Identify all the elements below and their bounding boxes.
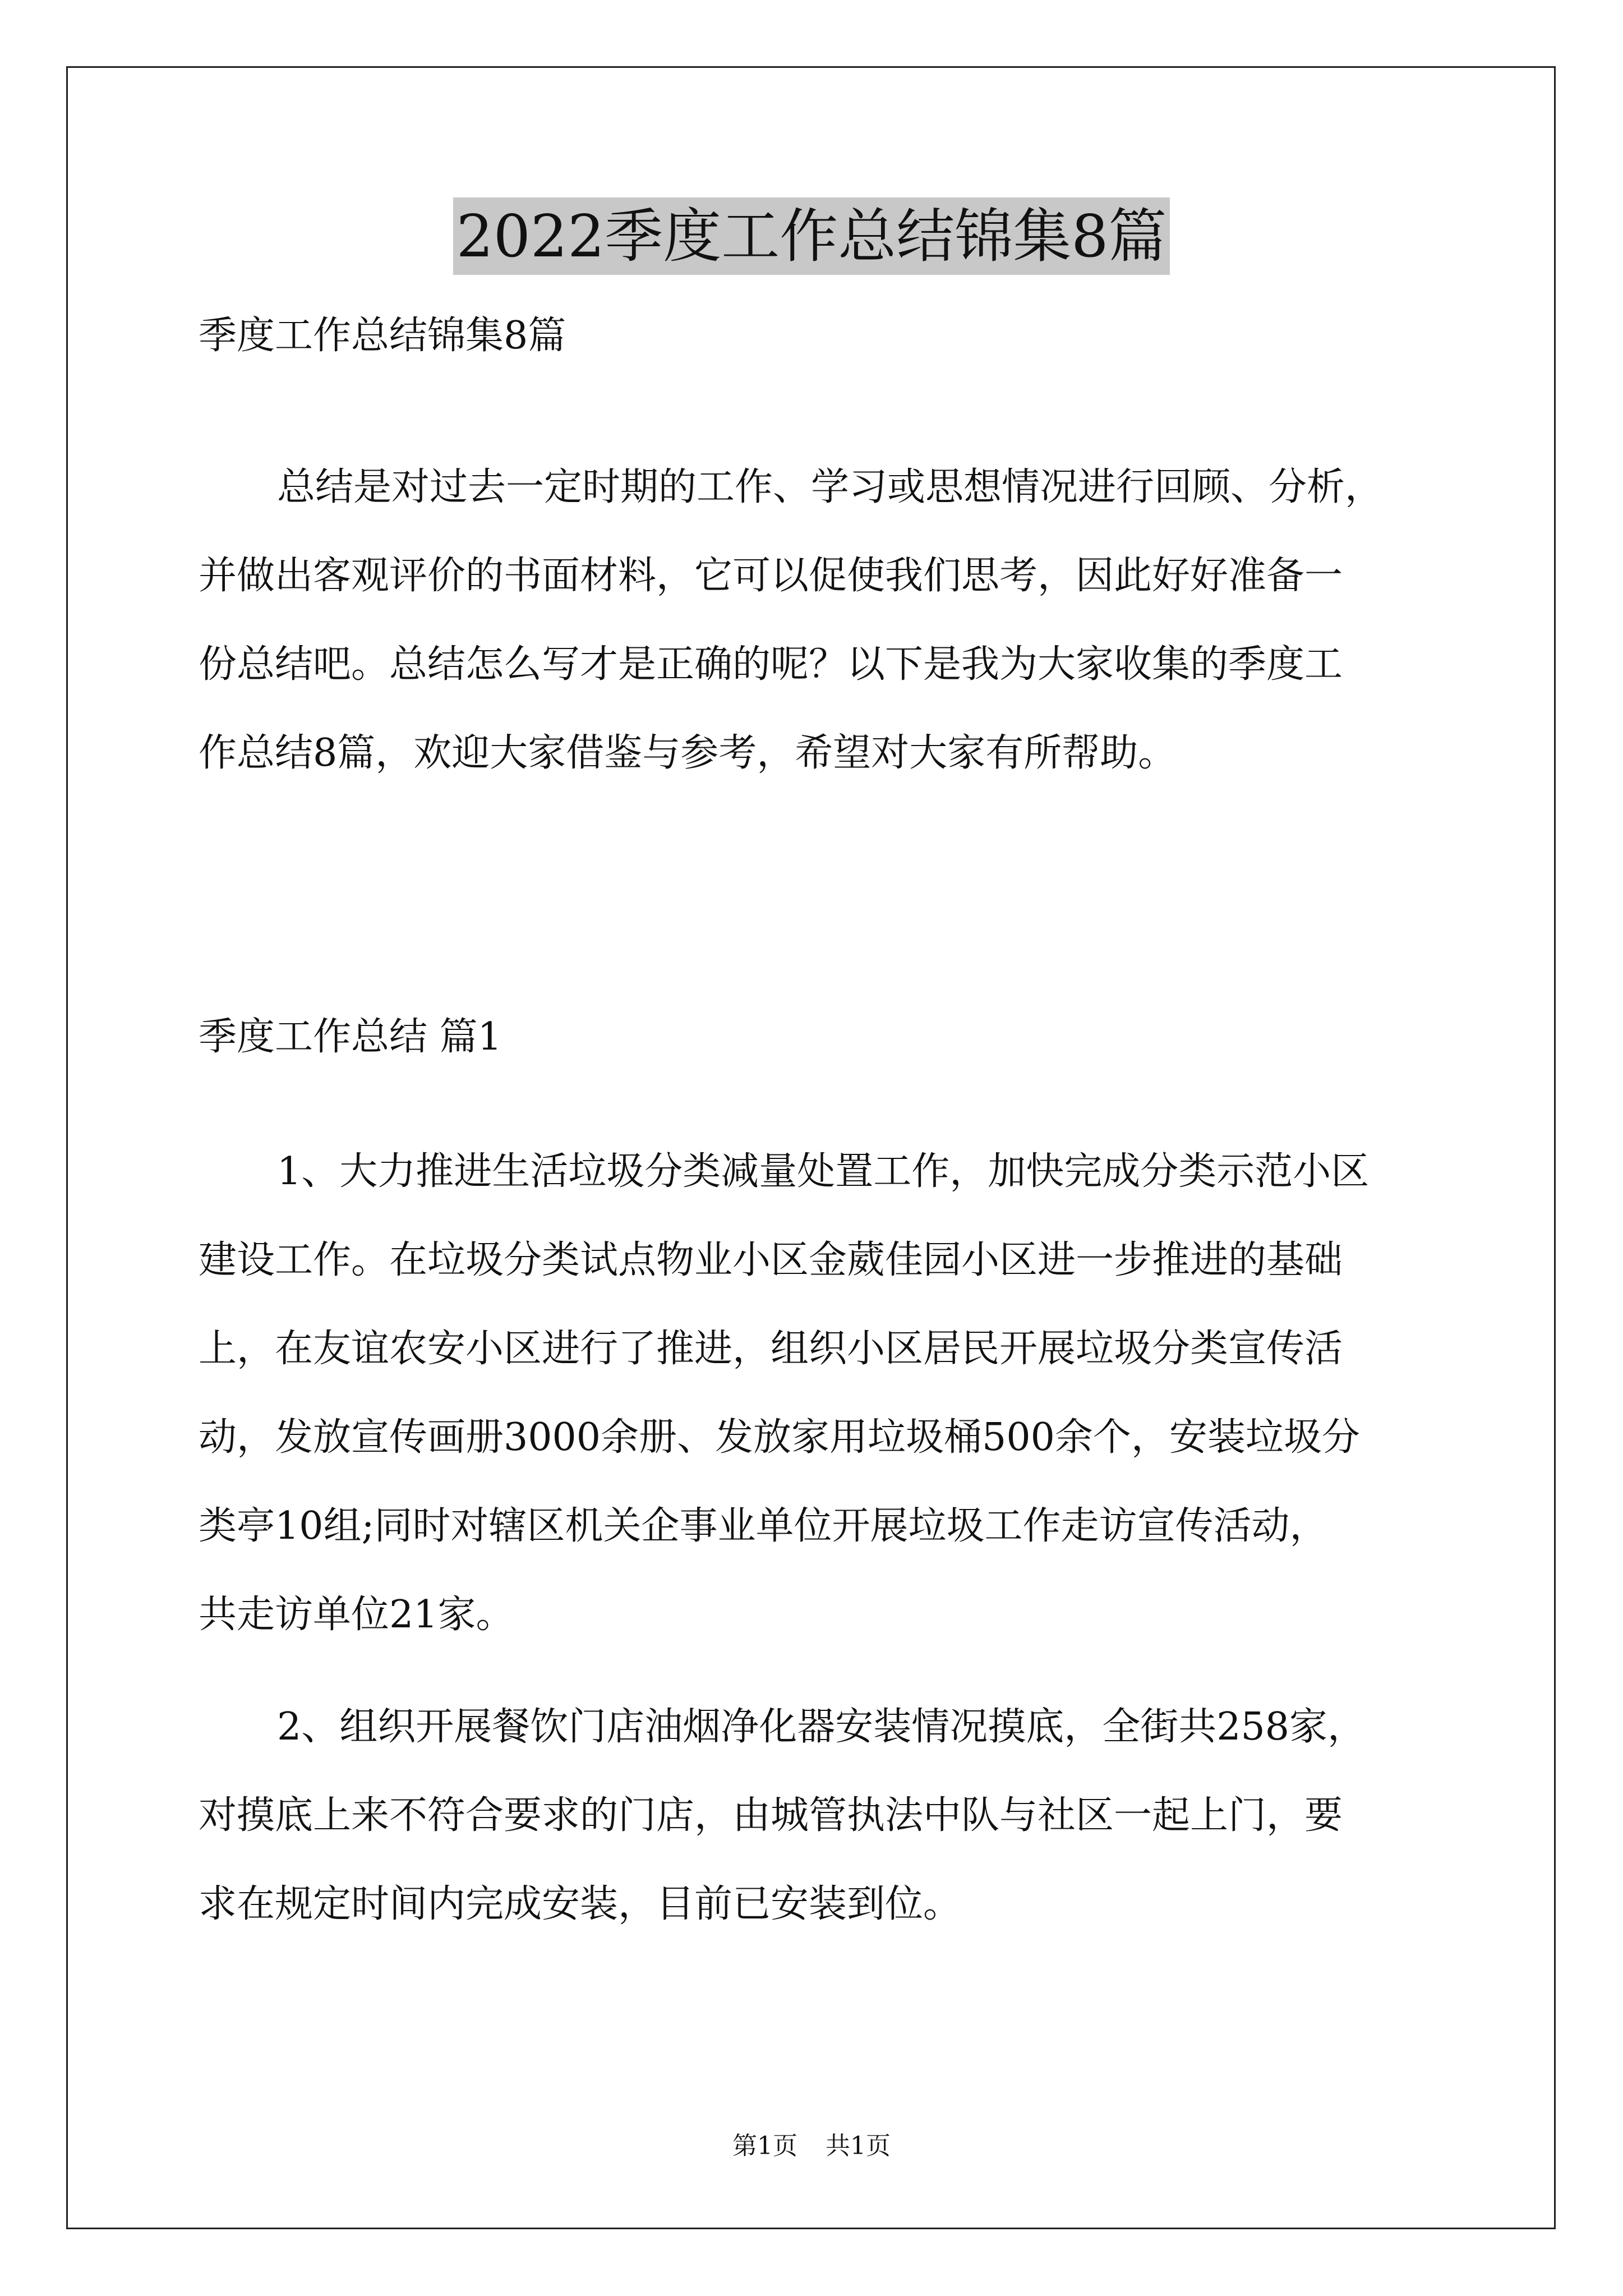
item-1-line: 上，在友谊农安小区进行了推进，组织小区居民开展垃圾分类宣传活 [199,1327,1343,1371]
item-1-paragraph [199,1128,1432,1659]
intro-paragraph [199,443,1432,798]
item-1-line: 动，发放宣传画册3000余册、发放家用垃圾桶500余个，安装垃圾分 [199,1415,1360,1460]
item-2-line: 求在规定时间内完成安装，目前已安装到位。 [199,1882,962,1926]
section-heading [199,993,1432,1082]
item-2-line: 2、组织开展餐饮门店油烟净化器安装情况摸底，全街共258家， [277,1705,1366,1749]
page-number-current: 第1页 [732,2132,797,2160]
intro-line: 作总结8篇，欢迎大家借鉴与参考，希望对大家有所帮助。 [199,731,1177,775]
item-1-line: 1、大力推进生活垃圾分类减量处置工作，加快完成分类示范小区 [277,1149,1370,1194]
item-1-line: 共走访单位21家。 [199,1593,514,1637]
subtitle-text: 季度工作总结锦集8篇 [199,314,566,358]
document-title: 2022季度工作总结锦集8篇 [453,197,1170,275]
item-2-line: 对摸底上来不符合要求的门店，由城管执法中队与社区一起上门，要 [199,1793,1343,1838]
item-1-line: 建设工作。在垃圾分类试点物业小区金葳佳园小区进一步推进的基础 [199,1238,1343,1282]
intro-line: 份总结吧。总结怎么写才是正确的呢？以下是我为大家收集的季度工 [199,642,1343,687]
section-heading-text: 季度工作总结 篇1 [199,1015,502,1059]
page-footer [0,2129,1623,2163]
page-number-total: 共1页 [826,2132,891,2160]
item-2-paragraph [199,1683,1432,1949]
intro-line: 总结是对过去一定时期的工作、学习或思想情况进行回顾、分析， [277,465,1384,509]
intro-line: 并做出客观评价的书面材料，它可以促使我们思考，因此好好准备一 [199,554,1343,598]
title-container [0,197,1623,275]
item-1-line: 类亭10组;同时对辖区机关企事业单位开展垃圾工作走访宣传活动， [199,1504,1328,1548]
subtitle [199,292,1432,380]
